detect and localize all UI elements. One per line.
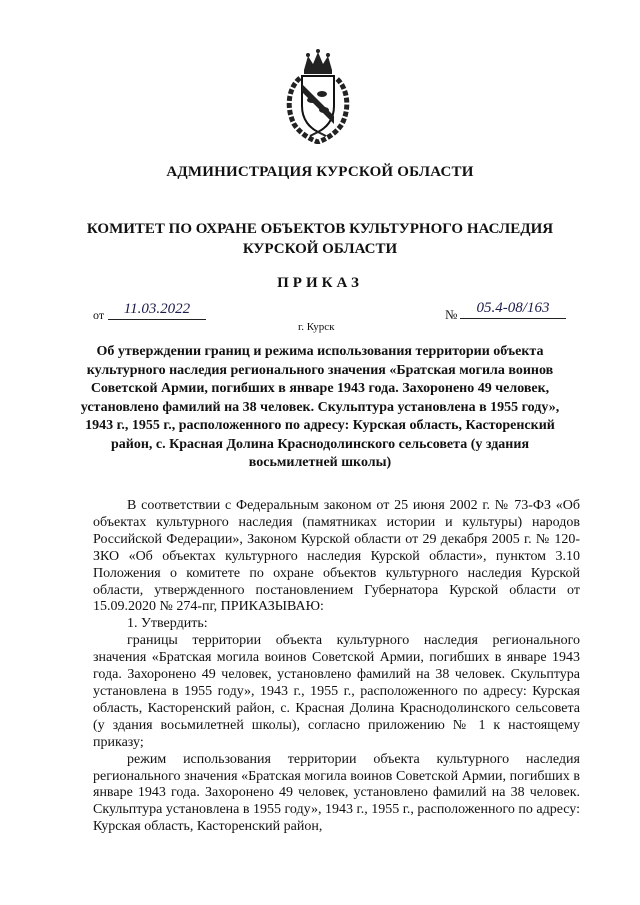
administration-title: АДМИНИСТРАЦИЯ КУРСКОЙ ОБЛАСТИ (166, 164, 474, 180)
committee-title: КОМИТЕТ ПО ОХРАНЕ ОБЪЕКТОВ КУЛЬТУРНОГО НАСЛЕДИЯ КУРСКОЙ ОБЛАСТИ (86, 221, 554, 257)
city-label: г. Курск (298, 321, 335, 333)
handwritten-number: 05.4-08/163 (460, 299, 566, 319)
number-label: № (445, 307, 458, 322)
kursk-coat-of-arms-icon (282, 48, 354, 144)
body-paragraph: В соответствии с Федеральным законом от 25 июня 2002 г. № 73-ФЗ «Об объектах культурного наследия (памятниках истории и культуры) народов Российской Федерации», Законом Курской области от 29 декабря 2005 г. № 120-ЗКО «Об объектах культурного наследия Курской области», пунктом 3.10 Положения о комитете по охране объектов культурного наследия Курской области, утвержденного постановлением Губернатора Курской области от 15.09.2020 № 274-пг, ПРИКАЗЫВАЮ: (93, 498, 580, 615)
body-paragraph: границы территории объекта культурного наследия регионального значения «Братская могила воинов Советской Армии, погибших в январе 1943 года. Захоронено 49 человек, установлено фамилий на 38 человек. Скульптура установлена в 1955 году», 1943 г., 1955 г., расположенного по адресу: Курская область, Касторенский район, с. Красная Долина Краснодолинского сельсовета (у здания восьмилетней школы), согласно приложению № 1 к настоящему приказу; (93, 633, 580, 750)
handwritten-date: 11.03.2022 (108, 300, 206, 320)
document-type: ПРИКАЗ (277, 275, 363, 291)
order-heading: Об утверждении границ и режима использования территории объекта культурного наследия регионального значения «Братская могила воинов Советской Армии, погибших в январе 1943 года. Захоронено 49 человек, установлено фамилий на 38 человек. Скульптура установлена в 1955 году», 1943 г., 1955 г., расположенного по адресу: Курская область, Касторенский район, с. Красная Долина Краснодолинского сельсовета (у здания восьмилетней школы) (80, 344, 560, 470)
body-paragraph: 1. Утвердить: (127, 616, 208, 632)
document-body (93, 498, 580, 836)
date-label: от (93, 308, 105, 322)
body-paragraph: режим использования территории объекта культурного наследия регионального значения «Братская могила воинов Советской Армии, погибших в январе 1943 года. Захоронено 49 человек, установлено фамилий на 38 человек. Скульптура установлена в 1955 году», 1943 г., 1955 г., расположенного по адресу: Курская область, Касторенский район, (93, 751, 580, 835)
